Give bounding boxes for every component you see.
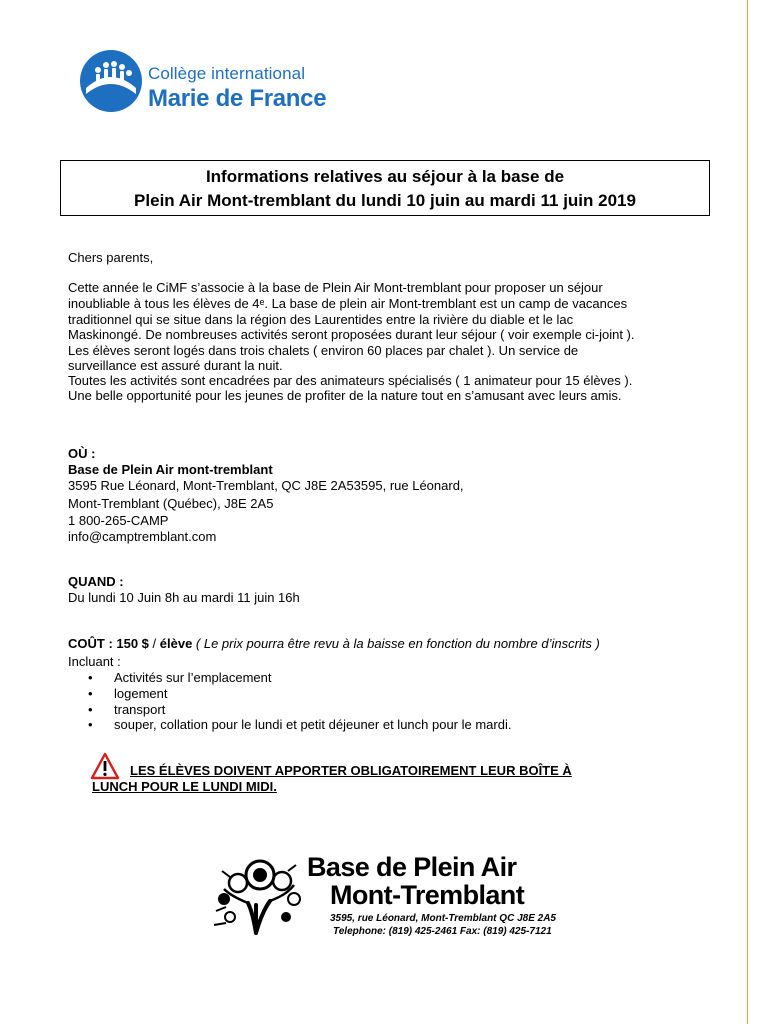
intro-paragraph-line: inoubliable à tous les élèves de 4ᵉ. La base de plein air Mont-tremblant est un camp de vacances [68,296,628,311]
school-logo [78,48,348,116]
when-heading: QUAND : [68,574,124,589]
venue-name: Base de Plein Air mont-tremblant [68,462,273,477]
intro-paragraph-line: surveillance est assuré durant la nuit. [68,358,283,373]
venue-phone: 1 800-265-CAMP [68,513,169,528]
intro-paragraph-line: traditionnel qui se situe dans la région des Laurentides entre la rivière du diable et le lac [68,312,574,327]
document-title-line1: Informations relatives au séjour à la base de [205,167,565,186]
camp-logo-line1: Base de Plein Air [307,852,517,882]
intro-paragraph-line: Cette année le CiMF s’associe à la base de Plein Air Mont-tremblant pour proposer un séjour [68,280,603,295]
warning-text-line1: LES ÉLÈVES DOIVENT APPORTER OBLIGATOIREMENT LEUR BOÎTE À [130,763,572,778]
document-title-line2: Plein Air Mont-tremblant du lundi 10 juin au mardi 11 juin 2019 [134,191,636,210]
venue-address-line1: 3595 Rue Léonard, Mont-Tremblant, QC J8E 2A53595, rue Léonard, [68,478,464,493]
when-value: Du lundi 10 Juin 8h au mardi 11 juin 16h [68,590,300,605]
list-item: • Activités sur l’emplacement [88,670,272,685]
list-item: • transport [88,701,166,717]
list-item: • logement [88,685,168,701]
logo-title-line1: Collège international [148,64,306,83]
camp-logo-line2: Mont-Tremblant [330,880,525,910]
included-items-list [68,670,511,733]
cost-heading: COÛT : 150 $ [68,636,149,651]
venue-address-line2: Mont-Tremblant (Québec), J8E 2A5 [68,496,274,511]
bullet: • [88,670,93,685]
greeting: Chers parents, [68,250,154,265]
cost-separator: / [148,636,160,651]
including-label: Incluant : [68,654,121,669]
intro-paragraph-line: Les élèves seront logés dans trois chalets ( environ 60 places par chalet ). Un service de [68,343,579,358]
tree-icon [208,855,308,935]
camp-logo-contact: Telephone: (819) 425-2461 Fax: (819) 425-7121 [333,926,552,937]
camp-logo-address: 3595, rue Léonard, Mont-Tremblant QC J8E 2A5 [330,913,556,924]
logo-title-line2: Marie de France [148,85,327,112]
page-edge-rule [747,0,748,1024]
cost-note: ( Le prix pourra être revu à la baisse en fonction du nombre d’inscrits ) [192,636,600,651]
bullet: • [88,701,93,717]
warning-text-line2: LUNCH POUR LE LUNDI MIDI. [92,779,277,794]
bullet: • [88,685,93,701]
venue-email[interactable]: info@camptremblant.com [68,529,217,544]
warning-icon [90,752,120,780]
cimf-logo-icon [78,48,144,114]
intro-paragraph-line: Une belle opportunité pour les jeunes de profiter de la nature tout en s’amusant avec leurs amis. [68,388,622,403]
document-title-box [60,160,710,216]
intro-paragraph-line: Maskinongé. De nombreuses activités seront proposées durant leur séjour ( voir exemple ci-joint ). [68,327,635,342]
cost-unit: élève [159,636,193,651]
cost-line [68,636,600,652]
list-item: • souper, collation pour le lundi et petit déjeuner et lunch pour le mardi. [88,717,512,733]
where-heading: OÙ : [68,446,96,461]
intro-paragraph-line: Toutes les activités sont encadrées par des animateurs spécialisés ( 1 animateur pour 15 élèves ). [68,373,633,388]
bullet: • [88,717,93,733]
